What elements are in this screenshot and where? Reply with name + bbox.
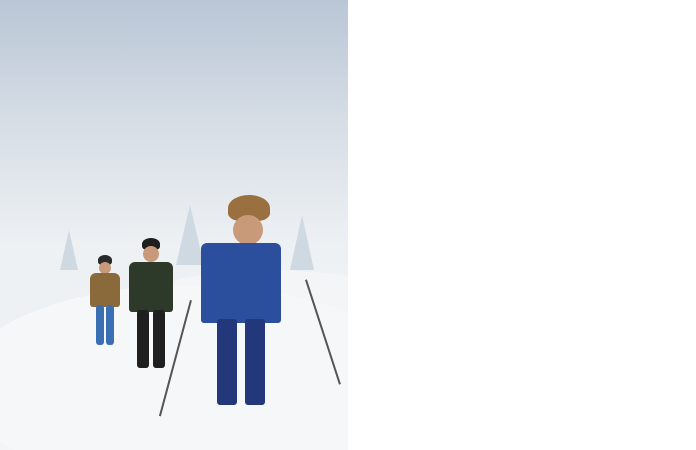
article-column-2 bbox=[188, 68, 316, 70]
article-column-1 bbox=[55, 68, 183, 70]
